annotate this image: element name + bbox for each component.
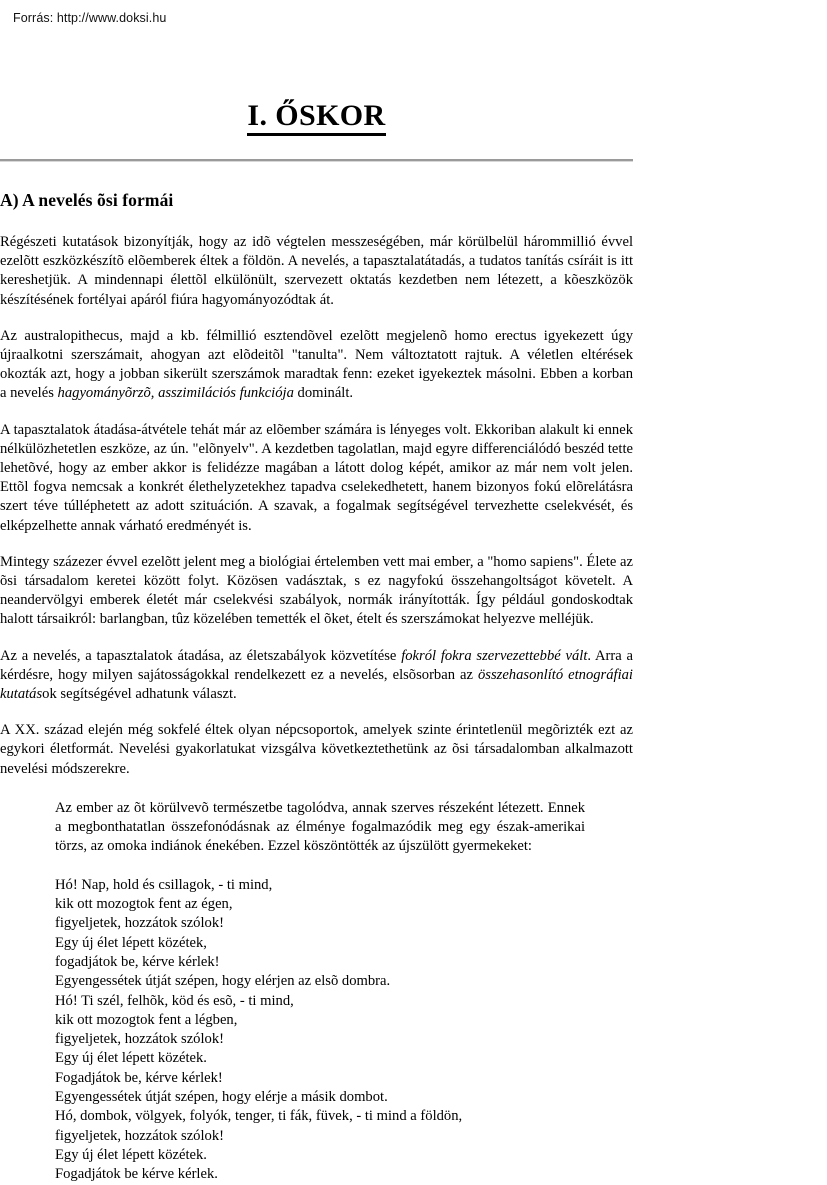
poem-line: kik ott mozogtok fent a légben, bbox=[55, 1011, 238, 1028]
poem-line: Egy új élet lépett közétek. bbox=[55, 1146, 207, 1163]
document-body bbox=[0, 190, 633, 1185]
section-heading: A) A nevelés õsi formái bbox=[0, 190, 174, 210]
poem-line: figyeljetek, hozzátok szólok! bbox=[55, 1031, 224, 1048]
indented-quote-block bbox=[55, 799, 585, 857]
poem-line: Egy új élet lépett közétek, bbox=[55, 934, 207, 951]
poem-line: kik ott mozogtok fent az égen, bbox=[55, 896, 233, 913]
paragraph-5-italic-2: összehasonlító etnográfiai kutatás bbox=[0, 666, 633, 703]
paragraph-4: Mintegy százezer évvel ezelõtt jelent meg a biológiai értelemben vett mai ember, a "homo sapiens". Élete az õsi társadalom keretei között folyt. Közösen vadásztak, s ez nagyfokú összehangoltságot követelt. A neandervölgyi emberek életét már cselekvési szabályok, normák irányították. Így például gondoskodtak halott társaikról: barlangban, tûz közelében temették el õket, ételt és szerszámokat helyezve melléjük. bbox=[0, 553, 633, 628]
poem-line: figyeljetek, hozzátok szólok! bbox=[55, 915, 224, 932]
poem-line: Hó! Ti szél, felhõk, köd és esõ, - ti mind, bbox=[55, 992, 294, 1009]
paragraph-5-italic-1: fokról fokra szervezettebbé vált bbox=[401, 647, 588, 664]
indented-paragraph: Az ember az õt körülvevõ természetbe tagolódva, annak szerves részeként létezett. Ennek a megbonthatatlan összefonódásnak az élménye fogalmazódik meg egy észak-amerikai törzs, az omoka indiánok énekében. Ezzel köszöntötték az újszülött gyermekeket: bbox=[55, 799, 585, 855]
poem-line: Fogadjátok be kérve kérlek. bbox=[55, 1166, 218, 1183]
paragraph-3: A tapasztalatok átadása-átvétele tehát már az elõember számára is lényeges volt. Ekkoriban alakult ki ennek nélkülözhetetlen eszköze, az ún. "elõnyelv". A kezdetben tagolatlan, majd egyre differenciálódó beszéd tette lehetõvé, hogy az ember akkor is felidézze magában a látott dolog képét, amikor az már nem volt jelen. Ettõl fogva nemcsak a konkrét élethelyzetekhez tapadva cselekedhetett, hanem bizonyos fokú elõrelátásra szert téve túlléphetett az adott szituáción. A szavak, a fogalmak segítségével tervezhette cselekvését, és elképzelhette annak várható eredményét is. bbox=[0, 421, 633, 534]
paragraph-5 bbox=[0, 647, 633, 705]
paragraph-2 bbox=[0, 327, 633, 404]
page-title bbox=[0, 99, 633, 133]
paragraph-2-italic: hagyományõrzõ, asszimilációs funkciója bbox=[57, 385, 294, 402]
poem-line: Egyengessétek útját szépen, hogy elérjen az elsõ dombra. bbox=[55, 973, 391, 990]
poem-line: Egyengessétek útját szépen, hogy elérje a másik dombot. bbox=[55, 1089, 388, 1106]
source-url-header: Forrás: http://www.doksi.hu bbox=[13, 11, 167, 25]
poem-line: Egy új élet lépett közétek. bbox=[55, 1050, 207, 1067]
paragraph-5-tail: ok segítségével adhatunk választ. bbox=[42, 686, 237, 703]
poem-line: Hó! Nap, hold és csillagok, - ti mind, bbox=[55, 876, 273, 893]
poem-line: figyeljetek, hozzátok szólok! bbox=[55, 1127, 224, 1144]
page-title-text: I. ŐSKOR bbox=[247, 99, 385, 136]
paragraph-5-lead: Az a nevelés, a tapasztalatok átadása, az életszabályok közvetítése bbox=[0, 647, 402, 664]
paragraph-5-middle: . Arra a kérdésre, hogy milyen sajátosságokkal rendelkezett ez a nevelés, elsõsorban az bbox=[0, 647, 634, 683]
poem-line: fogadjátok be, kérve kérlek! bbox=[55, 953, 220, 970]
poem-line: Fogadjátok be, kérve kérlek! bbox=[55, 1069, 223, 1086]
title-divider bbox=[0, 159, 633, 162]
paragraph-2-tail: dominált. bbox=[293, 385, 354, 402]
poem-line: Hó, dombok, völgyek, folyók, tenger, ti fák, füvek, - ti mind a földön, bbox=[55, 1108, 463, 1125]
paragraph-2-lead: Az australopithecus, majd a kb. félmillió esztendõvel ezelõtt megjelenõ homo erectus igyekezett úgy újraalkotni szerszámait, ahogyan azt elõdeitõl "tanulta". Nem változtatott rajtuk. A véletlen eltérések okozták azt, hogy a jobban sikerült szerszámok maradtak fenn: ezeket igyekeztek másolni. Ebben a korban a nevelés bbox=[0, 327, 633, 402]
paragraph-6: A XX. század elején még sokfelé éltek olyan népcsoportok, amelyek szinte érintetlenül megõrizték ezt az egykori életformát. Nevelési gyakorlatukat vizsgálva következtethetünk az õsi társadalomban alkalmazott nevelési módszerekre. bbox=[0, 722, 633, 777]
poem-block bbox=[55, 876, 633, 1185]
paragraph-1: Régészeti kutatások bizonyítják, hogy az idõ végtelen messzeségében, már körülbelül hárommillió évvel ezelõtt eszközkészítõ elõemberek éltek a földön. A nevelés, a tapasztalatátadás, a tudatos tanítás csíráit is itt kereshetjük. A mindennapi élettõl elkülönült, szervezett oktatás kezdetben nem létezett, a kõeszközök készítésének fortélyai apáról fiúra hagyományozódtak át. bbox=[0, 234, 633, 308]
